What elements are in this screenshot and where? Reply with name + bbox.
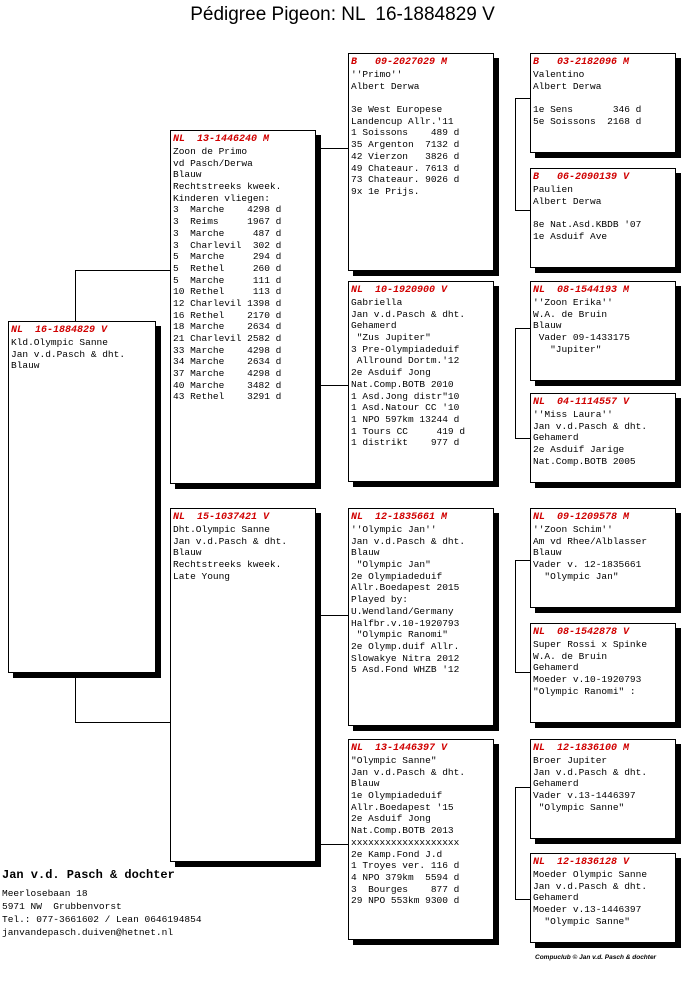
detail-line: 5 Rethel 260 d [173,262,282,274]
pigeon-details [533,409,675,467]
detail-line: 3 Pre-Olympiadeduif [351,343,460,355]
detail-line: vd Pasch/Derwa [173,157,253,169]
detail-line: 1e Asduif Ave [533,230,608,242]
detail-line: "Olympic Ranomi" [351,629,448,641]
detail-line: 43 Rethel 3291 d [173,391,282,403]
connector-line [515,787,516,899]
detail-line: Blauw [173,547,202,559]
detail-line: Late Young [173,570,231,582]
owner-postcode-line: 5971 NW Grubbenvorst [2,901,122,912]
pigeon-details [351,524,493,676]
pigeon-card-mm [348,739,494,940]
detail-line: 1 Troyes ver. 116 d [351,860,460,872]
detail-line: Jan v.d.Pasch & dht. [533,420,648,432]
detail-line: Gehamerd [533,662,579,674]
pigeon-card-fff [530,53,676,153]
detail-line: Albert Derwa [533,195,602,207]
detail-line: Dht.Olympic Sanne [173,524,270,535]
connector-line [515,98,516,210]
detail-line: W.A. de Bruin [533,650,608,662]
detail-line: 35 Argenton 7132 d [351,139,460,151]
ring-number: NL 10-1920900 V [351,285,448,296]
connector-line [515,560,531,561]
detail-line: ''Miss Laura'' [533,409,613,420]
detail-line: Albert Derwa [533,80,602,92]
pigeon-details [351,297,493,449]
detail-line: 21 Charlevil 2582 d [173,333,282,344]
connector-line [515,210,531,211]
detail-line: Allr.Boedapest '15 [351,801,454,813]
pigeon-details [351,69,493,198]
connector-line [515,560,516,672]
detail-line: 33 Marche 4298 d [173,344,282,356]
detail-line: Jan v.d.Pasch & dht. [533,766,648,778]
ring-number: NL 12-1836100 M [533,743,630,754]
detail-line: 3e West Europese [351,104,443,116]
connector-line [515,672,531,673]
detail-line: 1 Asd.Jong distr"10 [351,390,460,402]
pigeon-card-fmm [530,393,676,483]
detail-line: Nat.Comp.BOTB 2005 [533,455,636,467]
detail-line: Halfbr.v.10-1920793 [351,617,460,629]
detail-line: Moeder Olympic Sanne [533,869,648,880]
connector-line [515,787,531,788]
detail-line: Valentino [533,69,585,80]
detail-line: 1 Soissons 489 d [351,127,460,139]
pigeon-card-fm [348,281,494,482]
detail-line: Broer Jupiter [533,755,608,766]
pigeon-details [533,297,675,355]
pigeon-card-father [170,130,316,484]
detail-line: 5 Marche 111 d [173,274,282,286]
detail-line: Nat.Comp.BOTB 2010 [351,378,454,390]
pigeon-card-ffm [530,168,676,268]
detail-line: Kld.Olympic Sanne [11,337,108,348]
ring-number: NL 08-1542878 V [533,627,630,638]
detail-line: ''Zoon Erika'' [533,297,613,308]
connector-line [75,672,76,722]
detail-line: Super Rossi x Spinke [533,639,648,650]
ring-number: NL 13-1446397 V [351,743,448,754]
detail-line: Allr.Boedapest 2015 [351,582,460,594]
connector-line [515,438,531,439]
detail-line: Moeder v.13-1446397 [533,904,642,916]
detail-line: Jan v.d.Pasch & dht. [351,535,466,547]
pigeon-card-fmf [530,281,676,381]
ring-number: NL 04-1114557 V [533,397,630,408]
detail-line: 1e Sens 346 d [533,104,642,116]
detail-line: 2e Asduif Jarige [533,444,625,456]
detail-line: Blauw [173,169,202,181]
detail-line: Rechtstreeks kweek. [173,181,282,193]
detail-line: 3 Bourges 877 d [351,883,460,895]
detail-line: Albert Derwa [351,80,420,92]
pigeon-card-mf [348,508,494,726]
pigeon-details [173,524,315,582]
pigeon-card-main [8,321,156,673]
pigeon-card-mff [530,508,676,608]
detail-line: Vader 09-1433175 [533,332,630,344]
connector-line [515,328,516,438]
detail-line: 5 Marche 294 d [173,251,282,263]
owner-email-line: janvandepasch.duiven@hetnet.nl [2,927,174,938]
detail-line: Gabriella [351,297,403,308]
owner-address [2,887,202,939]
connector-line [75,722,171,723]
pigeon-details [533,69,675,127]
detail-line: 2e Asduif Jong [351,367,431,379]
detail-line: Blauw [351,547,380,559]
detail-line: ''Primo'' [351,69,403,80]
detail-line: Landencup Allr.'11 [351,115,454,127]
detail-line: ''Olympic Jan'' [351,524,437,535]
pigeon-details [533,869,675,927]
detail-line: Zoon de Primo [173,146,248,157]
detail-line: Nat.Comp.BOTB 2013 [351,825,454,837]
pigeon-details [11,337,155,372]
detail-line: W.A. de Bruin [533,308,608,320]
detail-line: Blauw [351,778,380,790]
detail-line: Jan v.d.Pasch & dht. [173,535,288,547]
pigeon-card-mmm [530,853,676,943]
connector-line [320,615,350,616]
pigeon-card-mmf [530,739,676,839]
ring-number: B 06-2090139 V [533,172,630,183]
connector-line [320,148,350,149]
detail-line: "Olympic Sanne" [533,915,630,927]
detail-line: "Olympic Jan" [533,570,619,582]
detail-line: 1 Tours CC 419 d [351,425,466,437]
detail-line: "Olympic Ranomi" : [533,685,636,697]
detail-line: Gehamerd [533,432,579,444]
pigeon-card-mother [170,508,316,862]
detail-line: Rechtstreeks kweek. [173,559,282,571]
detail-line: 3 Marche 487 d [173,227,282,239]
connector-line [75,270,171,271]
detail-line: Vader v. 12-1835661 [533,559,642,571]
detail-line: 1e Olympiadeduif [351,790,443,802]
detail-line: 3 Marche 4298 d [173,204,282,216]
detail-line [351,92,493,104]
detail-line: 16 Rethel 2170 d [173,309,282,321]
connector-line [320,615,321,844]
owner-phone-line: Tel.: 077-3661602 / Lean 0646194854 [2,914,202,925]
page-title: Pédigree Pigeon: NL 16-1884829 V [190,4,495,25]
detail-line: 1 distrikt 977 d [351,437,460,449]
detail-line: "Olympic Sanne" [351,755,437,766]
detail-line: 37 Marche 4298 d [173,368,282,380]
detail-line: Gehamerd [533,778,579,790]
pigeon-details [533,639,675,697]
ring-number: NL 13-1446240 M [173,134,270,145]
detail-line: xxxxxxxxxxxxxxxxxxx [351,836,460,848]
detail-line: Paulien [533,184,573,195]
detail-line: 73 Chateaur. 9026 d [351,174,460,186]
detail-line: Allround Dortm.'12 [351,355,460,367]
connector-line [320,148,321,385]
connector-line [515,98,531,99]
ring-number: B 03-2182096 M [533,57,630,68]
detail-line: 3 Reims 1967 d [173,216,282,228]
detail-line: 10 Rethel 113 d [173,286,282,298]
ring-number: B 09-2027029 M [351,57,448,68]
detail-line: 9x 1e Prijs. [351,185,420,197]
detail-line: Jan v.d.Pasch & dht. [351,308,466,320]
pigeon-card-ff [348,53,494,271]
owner-name: Jan v.d. Pasch & dochter [2,868,175,882]
detail-line: 2e Asduif Jong [351,813,431,825]
owner-address-line: Meerlosebaan 18 [2,888,88,899]
pigeon-details [351,755,493,907]
ring-number: NL 16-1884829 V [11,325,108,336]
detail-line: Vader v.13-1446397 [533,790,636,802]
connector-line [515,328,531,329]
detail-line: 42 Vierzon 3826 d [351,150,460,162]
pigeon-details [533,524,675,582]
detail-line: 4 NPO 379km 5594 d [351,871,460,883]
detail-line: 2e Olymp.duif Allr. [351,640,460,652]
footer-credit: Compuclub © Jan v.d. Pasch & dochter [535,954,657,961]
detail-line [533,207,675,219]
ring-number: NL 12-1835661 M [351,512,448,523]
pigeon-details [173,146,315,403]
detail-line: 49 Chateaur. 7613 d [351,162,460,174]
ring-number: NL 09-1209578 M [533,512,630,523]
detail-line: 1 NPO 597km 13244 d [351,413,460,425]
pigeon-details [533,184,675,242]
detail-line: 29 NPO 553km 9300 d [351,895,460,907]
connector-line [320,844,350,845]
detail-line: 34 Marche 2634 d [173,356,282,368]
detail-line: Moeder v.10-1920793 [533,674,642,686]
detail-line: 3 Charlevil 302 d [173,239,282,251]
connector-line [320,385,350,386]
detail-line: 5 Asd.Fond WHZB '12 [351,664,460,676]
ring-number: NL 08-1544193 M [533,285,630,296]
detail-line: Blauw [533,547,562,559]
detail-line: ''Zoon Schim'' [533,524,613,535]
detail-line: Jan v.d.Pasch & dht. [533,880,648,892]
detail-line [533,92,675,104]
detail-line: 2e Olympiadeduif [351,570,443,582]
detail-line: "Olympic Sanne" [533,801,625,813]
detail-line: Blauw [11,360,40,372]
detail-line: 8e Nat.Asd.KBDB '07 [533,219,642,231]
detail-line: 12 Charlevil 1398 d [173,297,282,309]
detail-line: Gehamerd [533,892,579,904]
detail-line: Blauw [533,320,562,332]
connector-line [75,270,76,322]
ring-number: NL 12-1836128 V [533,857,630,868]
detail-line: 1 Asd.Natour CC '10 [351,402,460,414]
detail-line: Slowakye Nitra 2012 [351,652,460,664]
detail-line: "Jupiter" [533,343,602,355]
detail-line: U.Wendland/Germany [351,605,454,617]
detail-line: Jan v.d.Pasch & dht. [11,348,126,360]
detail-line: "Zus Jupiter" [351,332,431,344]
detail-line: Gehamerd [351,320,397,332]
detail-line: 18 Marche 2634 d [173,321,282,333]
detail-line: Jan v.d.Pasch & dht. [351,766,466,778]
connector-line [515,899,531,900]
detail-line: "Olympic Jan" [351,559,431,571]
detail-line: Kinderen vliegen: [173,192,270,204]
detail-line: Am vd Rhee/Alblasser [533,535,648,547]
pigeon-card-mfm [530,623,676,723]
pigeon-details [533,755,675,813]
detail-line: 5e Soissons 2168 d [533,115,642,127]
ring-number: NL 15-1037421 V [173,512,270,523]
detail-line: Played by: [351,594,409,606]
detail-line: 40 Marche 3482 d [173,379,282,391]
detail-line: 2e Kamp.Fond J.d [351,848,443,860]
